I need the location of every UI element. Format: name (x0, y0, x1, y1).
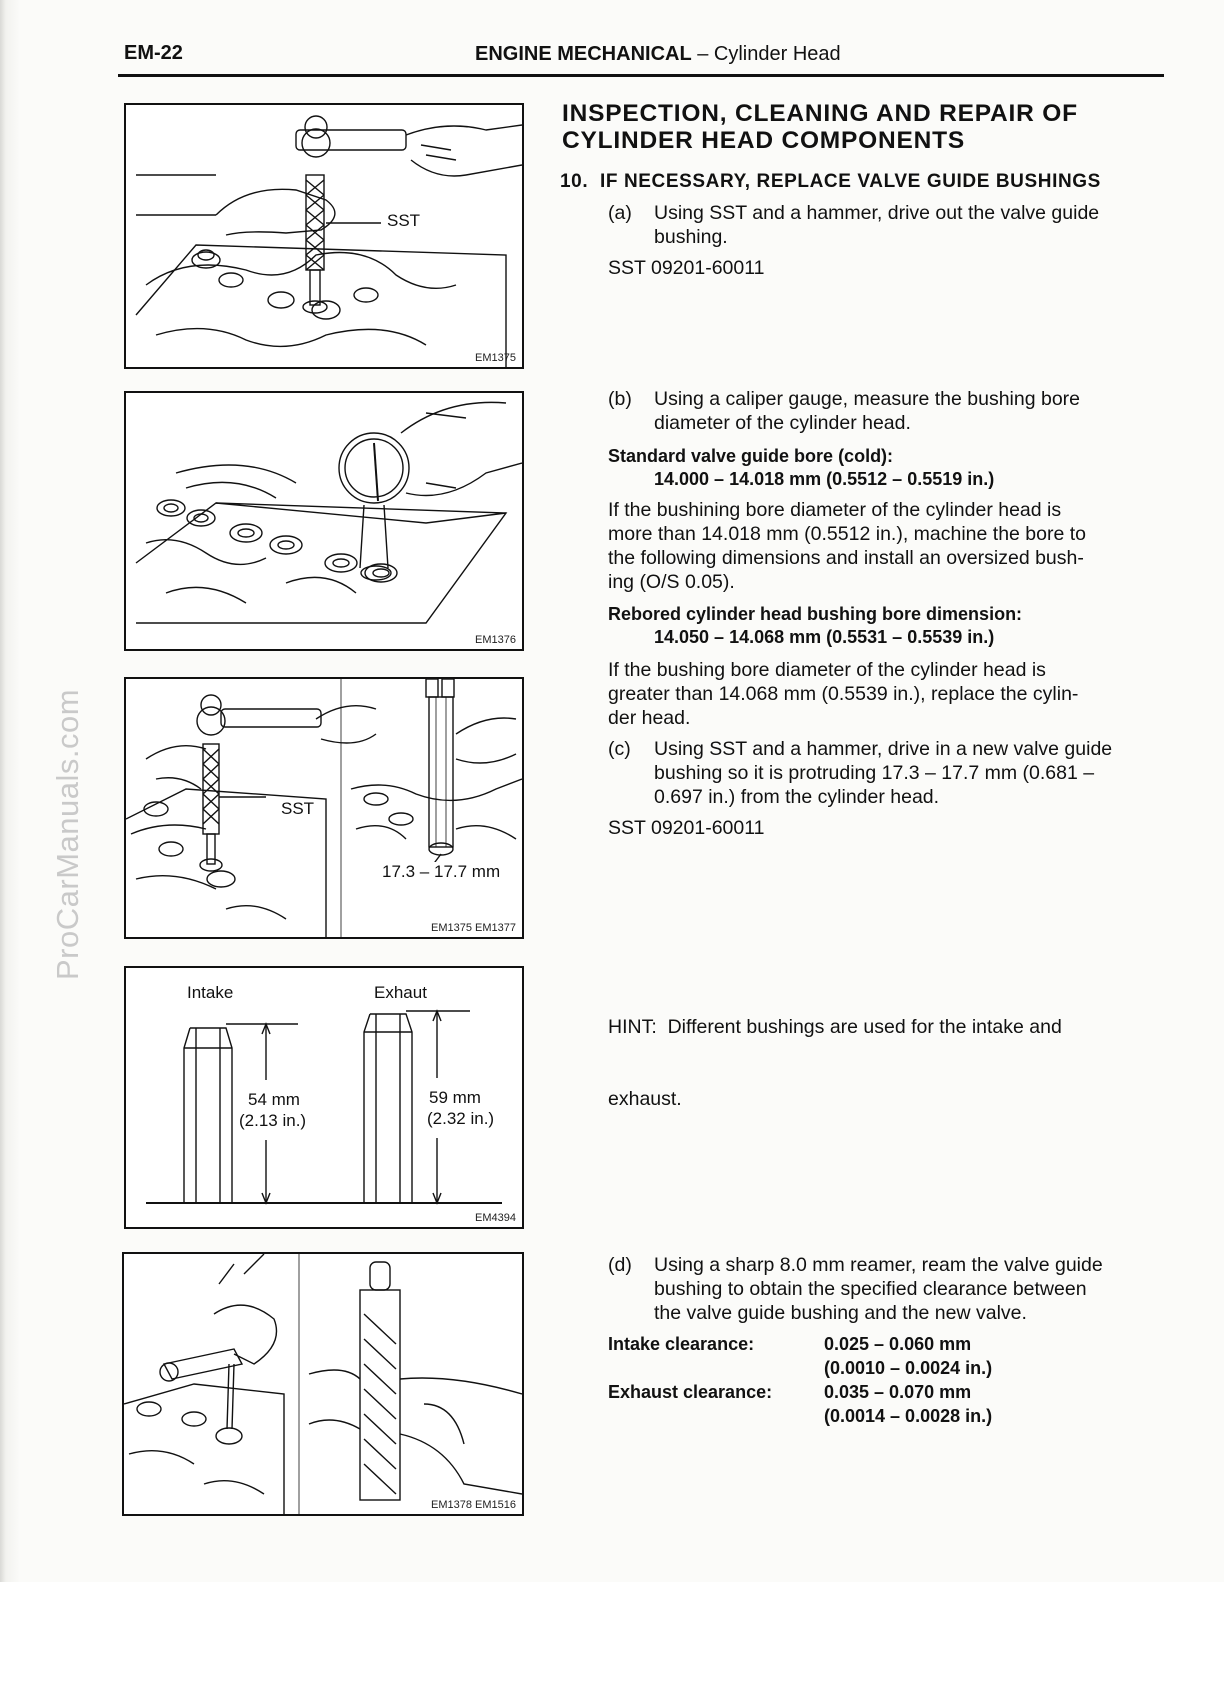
running-header (475, 43, 841, 66)
fig4-intake-label: Intake (187, 983, 234, 1002)
intake-clearance-label: Intake clearance: (608, 1334, 755, 1354)
oversize-line-3: the following dimensions and install an oversized bush- (608, 547, 1084, 569)
drive-out-illustration (126, 105, 522, 367)
sub-step-c-sst: SST 09201-60011 (608, 817, 765, 839)
reamer-illustration (124, 1254, 522, 1514)
spec-rebored-value: 14.050 – 14.068 mm (0.5531 – 0.5539 in.) (654, 627, 995, 647)
header-rule (118, 74, 1164, 77)
section-title-line-1: INSPECTION, CLEANING AND REPAIR OF (562, 100, 1078, 127)
step-10-heading (560, 171, 1101, 193)
fig4-intake-dim-mm: 54 mm (248, 1090, 300, 1109)
fig4-exhaust-dim-in: (2.32 in.) (427, 1109, 495, 1128)
header-separator: – (691, 43, 714, 65)
oversize-paragraph (608, 498, 1164, 594)
section-title-line-2: CYLINDER HEAD COMPONENTS (562, 127, 966, 154)
sub-step-d-line-1: Using a sharp 8.0 mm reamer, ream the valve guide (654, 1254, 1103, 1276)
fig4-intake-dim-in: (2.13 in.) (239, 1111, 307, 1130)
header-subsection: Cylinder Head (713, 43, 841, 65)
step-text: IF NECESSARY, REPLACE VALVE GUIDE BUSHINGS (599, 171, 1101, 192)
fig3-code: EM1375 EM1377 (431, 922, 516, 934)
oversize-line-4: ing (O/S 0.05). (608, 571, 735, 593)
hint-line-2: exhaust. (608, 1088, 682, 1110)
sub-step-d-line-2: bushing to obtain the specified clearance between (654, 1278, 1087, 1300)
sub-step-a-label: (a) (608, 202, 632, 224)
fig2-code: EM1376 (475, 634, 516, 646)
sub-step-c-label: (c) (608, 738, 631, 760)
figure-drive-in-bushing (124, 677, 524, 939)
scan-edge-left (0, 0, 34, 1683)
fig1-sst-label: SST (387, 211, 421, 230)
fig3-sst-label: SST (281, 799, 315, 818)
fig3-protrusion-label: 17.3 – 17.7 mm (382, 862, 501, 881)
sub-step-b-line-1: Using a caliper gauge, measure the bushing bore (654, 388, 1081, 410)
oversize-line-2: more than 14.018 mm (0.5512 in.), machine the bore to (608, 523, 1087, 545)
step-number: 10. (560, 171, 589, 192)
sub-step-c-line-1: Using SST and a hammer, drive in a new valve guide (654, 738, 1113, 760)
fig1-code: EM1375 (475, 352, 516, 364)
sub-step-a-line-2: bushing. (654, 226, 728, 248)
exhaust-clearance-mm: 0.035 – 0.070 mm (824, 1382, 972, 1402)
replace-head-line-3: der head. (608, 707, 691, 729)
fig5-code: EM1378 EM1516 (431, 1499, 516, 1511)
fig4-exhaust-label: Exhaut (374, 983, 427, 1002)
spec-rebored-label: Rebored cylinder head bushing bore dimension: (608, 604, 1023, 624)
fig4-exhaust-dim-mm: 59 mm (429, 1088, 481, 1107)
sub-step-a (608, 201, 1164, 249)
hint-line-1: HINT: Different bushings are used for the intake and (608, 1016, 1062, 1038)
replace-head-paragraph (608, 658, 1164, 730)
sub-step-a-line-1: Using SST and a hammer, drive out the valve guide (654, 202, 1100, 224)
intake-clearance-mm: 0.025 – 0.060 mm (824, 1334, 972, 1354)
figure-drive-out-bushing (124, 103, 524, 369)
hint-paragraph (608, 967, 1164, 1135)
sub-step-a-sst: SST 09201-60011 (608, 257, 765, 279)
intake-clearance-in: (0.0010 – 0.0024 in.) (824, 1358, 993, 1378)
sub-step-d-line-3: the valve guide bushing and the new valve. (654, 1302, 1027, 1324)
fig4-code: EM4394 (475, 1212, 516, 1224)
scan-bottom-margin (0, 1582, 1224, 1683)
sub-step-d (608, 1253, 1164, 1325)
section-title (562, 100, 1078, 154)
sub-step-b-line-2: diameter of the cylinder head. (654, 412, 911, 434)
exhaust-clearance-label: Exhaust clearance: (608, 1382, 773, 1402)
caliper-illustration (126, 393, 522, 649)
figure-caliper-gauge (124, 391, 524, 651)
replace-head-line-2: greater than 14.068 mm (0.5539 in.), replace the cylin- (608, 683, 1079, 705)
figure-bushing-dimensions (124, 966, 524, 1229)
spec-standard-bore-label: Standard valve guide bore (cold): (608, 446, 894, 466)
sub-step-c-line-3: 0.697 in.) from the cylinder head. (654, 786, 940, 808)
page-number: EM-22 (124, 42, 183, 64)
drive-in-illustration (126, 679, 522, 937)
sub-step-b (608, 387, 1164, 435)
sub-step-c-line-2: bushing so it is protruding 17.3 – 17.7 mm (0.681 – (654, 762, 1095, 784)
exhaust-clearance-in: (0.0014 – 0.0028 in.) (824, 1406, 993, 1426)
sub-step-d-label: (d) (608, 1254, 632, 1276)
watermark: ProCarManuals.com (50, 688, 85, 980)
spec-standard-bore-value: 14.000 – 14.018 mm (0.5512 – 0.5519 in.) (654, 469, 995, 489)
header-section: ENGINE MECHANICAL (475, 43, 692, 65)
sub-step-b-label: (b) (608, 388, 632, 410)
sub-step-c (608, 737, 1164, 809)
figure-ream-bushing (122, 1252, 524, 1516)
oversize-line-1: If the bushining bore diameter of the cylinder head is (608, 499, 1062, 521)
replace-head-line-1: If the bushing bore diameter of the cylinder head is (608, 659, 1046, 681)
